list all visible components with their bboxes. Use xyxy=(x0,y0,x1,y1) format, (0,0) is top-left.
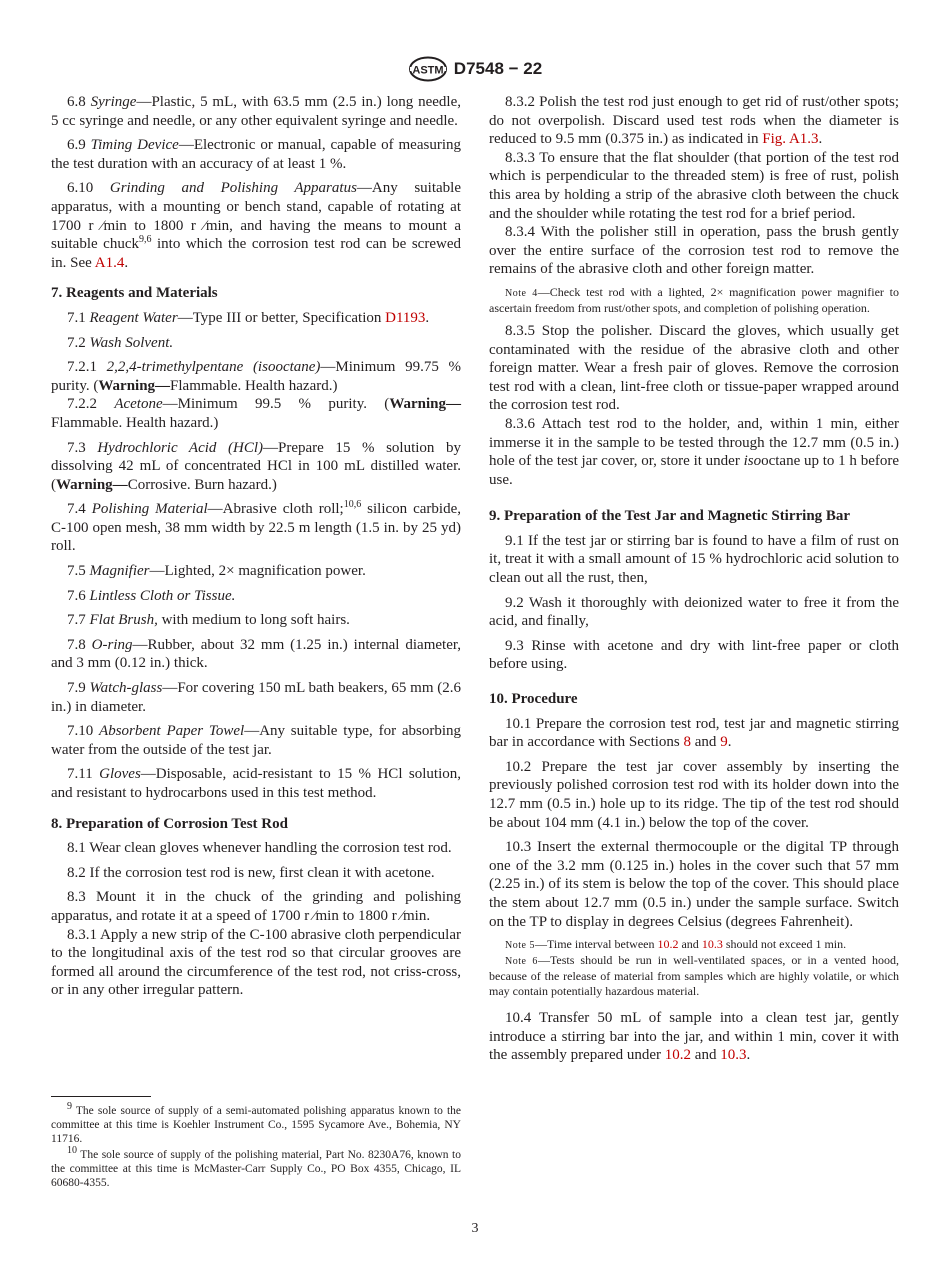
para-9-3: 9.3 Rinse with acetone and dry with lint-free paper or cloth before using. xyxy=(489,637,899,673)
link-d1193[interactable]: D1193 xyxy=(385,309,426,326)
section-7-title: 7. Reagents and Materials xyxy=(51,285,218,302)
section-9-title: 9. Preparation of the Test Jar and Magnetic Stirring Bar xyxy=(489,508,851,525)
link-10-3b[interactable]: 10.3 xyxy=(720,1047,747,1064)
link-10-3[interactable]: 10.3 xyxy=(701,937,723,952)
para-7-9: 7.9 Watch-glass—For covering 150 mL bath beakers, 65 mm (2.6 in.) in diameter. xyxy=(51,680,462,715)
para-7-8: 7.8 O-ring—Rubber, about 32 mm (1.25 in.) internal diameter, and 3 mm (0.12 in.) thick. xyxy=(51,636,461,672)
section-8-title: 8. Preparation of Corrosion Test Rod xyxy=(51,815,288,832)
para-7-11: 7.11 Gloves—Disposable, acid-resistant to 15 % HCl solution, and resistant to hydrocarbons used in this test method. xyxy=(51,766,461,801)
para-7-3: 7.3 Hydrochloric Acid (HCl)—Prepare 15 % solution by dissolving 42 mL of concentrated HCl in 100 mL distilled water. (Warning—Corrosive. Burn hazard.) xyxy=(51,439,461,493)
astm-logo-icon xyxy=(408,56,448,82)
note-6: Note 6—Tests should be run in well-ventilated spaces, or in a vented hood, because of the release of material from samples which are highly volatile, or which may contain potentially hazardous material. xyxy=(489,953,899,999)
link-section-8[interactable]: 8 xyxy=(683,734,692,751)
link-section-9[interactable]: 9 xyxy=(720,734,728,751)
para-8-2: 8.2 If the corrosion test rod is new, first clean it with acetone. xyxy=(67,864,435,881)
para-7-7: 7.7 Flat Brush, with medium to long soft hairs. xyxy=(67,612,350,629)
astm-logo-text: ASTM xyxy=(412,64,444,77)
footnote-10: $^{10}$ The sole source of supply of the polishing material, Part No. 8230A76, known to the committee at this time is McMaster-Carr Supply Co., PO Box 4355, Chicago, IL 60680-4355. xyxy=(51,1144,461,1190)
para-6-9: 6.9 Timing Device—Electronic or manual, capable of measuring the test duration with an accuracy of at least 1 %. xyxy=(51,137,461,172)
footnote-9: $^9$ The sole source of supply of a semi-automated polishing apparatus known to the committee at this time is Koehler Instrument Co., 1595 Sycamore Ave., Bohemia, NY 11716. xyxy=(51,1101,461,1146)
para-10-1: 10.1 Prepare the corrosion test rod, test jar and magnetic stirring bar in accordance with Sections 8 and 9. xyxy=(489,715,899,751)
para-8-3-3: 8.3.3 To ensure that the flat shoulder (that portion of the test rod which is perpendicular to the threaded stem) is free of rust, polish this area by holding a strip of the abrasive cloth between the chuck and the shoulder while rotating the test rod for a brief period. xyxy=(489,149,899,222)
link-10-2[interactable]: 10.2 xyxy=(657,937,679,952)
section-10-title: 10. Procedure xyxy=(489,691,578,708)
para-8-3: 8.3 Mount it in the chuck of the grinding and polishing apparatus, and rotate it at a speed of 1700 r ⁄min to 1800 r ⁄min. xyxy=(51,889,461,924)
para-7-6: 7.6 Lintless Cloth or Tissue. xyxy=(67,587,236,604)
para-6-8: 6.8 Syringe—Plastic, 5 mL, with 63.5 mm (2.5 in.) long needle, 5 cc syringe and needle, or any other equivalent syringe and needle. xyxy=(51,94,462,129)
para-10-3: 10.3 Insert the external thermocouple or the digital TP through one of the 3.2 mm (0.125 in.) holes in the cover such that 57 mm (2.25 in.) of its stem is below the top of the cover. This should place the stem about 12.7 mm (0.5 in.) under the sample surface. Switch on the TP to display in degrees Celsius (degrees Fahrenheit). xyxy=(489,839,899,930)
para-10-4: 10.4 Transfer 50 mL of sample into a clean test jar, gently introduce a stirring bar into the jar, and within 1 min, cover it with the assembly prepared under 10.2 and 10.3. xyxy=(489,1010,899,1064)
para-9-1: 9.1 If the test jar or stirring bar is found to have a film of rust on it, treat it with a small amount of 15 % hydrochloric acid solution to clean out all the rust, then, xyxy=(489,532,899,587)
document-id: D7548 − 22 xyxy=(453,59,543,78)
para-7-2-1: 7.2.1 2,2,4-trimethylpentane (isooctane)—Minimum 99.75 % purity. (Warning—Flammable. Health hazard.) xyxy=(51,359,461,394)
para-8-3-4: 8.3.4 With the polisher still in operation, pass the brush gently over the entire surface of the corrosion test rod to remove the remains of the abrasive cloth and other foreign matter. xyxy=(489,224,899,278)
para-7-4: 7.4 Polishing Material—Abrasive cloth roll;$^{10,6}$ silicon carbide, C-100 open mesh, 38 mm width by 22.5 m length (1.5 in. by 25 yd) roll. xyxy=(51,499,461,555)
note-5: Note 5—Time interval between 10.2 and 10.3 should not exceed 1 min. xyxy=(505,937,847,952)
link-fig-a1-3[interactable]: Fig. A1.3 xyxy=(762,131,819,148)
para-7-10: 7.10 Absorbent Paper Towel—Any suitable type, for absorbing water from the outside of the test jar. xyxy=(51,723,462,758)
para-8-3-1: 8.3.1 Apply a new strip of the C-100 abrasive cloth perpendicular to the longitudinal axis of the test rod so that circular grooves are formed all around the circumference of the test rod, not criss-cross, or in any other irregular pattern. xyxy=(51,926,461,999)
link-10-2b[interactable]: 10.2 xyxy=(664,1047,692,1064)
para-8-3-6: 8.3.6 Attach test rod to the holder, and, within 1 min, either immerse it in the sample to be tested through the 12.7 mm (0.5 in.) hole of the test jar cover, or, store it under isooctane up to 1 h before use. xyxy=(489,415,899,488)
para-6-10: 6.10 Grinding and Polishing Apparatus—Any suitable apparatus, with a mounting or bench stand, capable of rotating at 1700 r ⁄min to 1800 r ⁄min, and having the means to mount a suitable chuck$^{9,6}$ into which the corrosion test rod can be screwed in. See A1.4. xyxy=(51,180,461,271)
note-4: Note 4—Check test rod with a lighted, 2× magnification power magnifier to ascertain freedom from rust/other spots, and completion of polishing operation. xyxy=(489,284,899,315)
para-9-2: 9.2 Wash it thoroughly with deionized water to free it from the acid, and finally, xyxy=(489,594,899,630)
left-column xyxy=(51,93,461,1006)
para-7-5: 7.5 Magnifier—Lighted, 2× magnification power. xyxy=(67,563,366,580)
link-a1-4[interactable]: A1.4 xyxy=(94,254,125,271)
right-column xyxy=(489,93,899,1071)
para-10-2: 10.2 Prepare the test jar cover assembly by inserting the previously polished corrosion test rod with its holder down into the 12.7 mm (0.5 in.) hole up to its ridge. The tip of the test rod should be about 104 mm (4.1 in.) below the top of the cover. xyxy=(489,758,899,831)
para-8-3-2: 8.3.2 Polish the test rod just enough to get rid of rust/other spots; do not overpolish. Discard used test rods when the diameter is reduced to 9.5 mm (0.375 in.) as indicated in Fig. A1.3. xyxy=(489,94,899,148)
footnote-rule xyxy=(51,1096,151,1097)
page-number: 3 xyxy=(471,1221,479,1236)
para-8-3-5: 8.3.5 Stop the polisher. Discard the gloves, which usually get contaminated with the residue of the abrasive cloth and other foreign matter. Wear a fresh pair of gloves. Remove the corrosion test rod with a clean, lint-free cloth or tissue-paper wrapped around the corrosion test rod. xyxy=(489,322,899,414)
footnotes xyxy=(51,1101,461,1191)
para-7-2-2: 7.2.2 Acetone—Minimum 99.5 % purity. (Warning—Flammable. Health hazard.) xyxy=(51,396,461,431)
para-8-1: 8.1 Wear clean gloves whenever handling the corrosion test rod. xyxy=(67,840,452,857)
page-header xyxy=(0,56,950,86)
para-7-1: 7.1 Reagent Water—Type III or better, Specification D1193. xyxy=(67,309,430,326)
para-7-2: 7.2 Wash Solvent. xyxy=(67,334,174,351)
